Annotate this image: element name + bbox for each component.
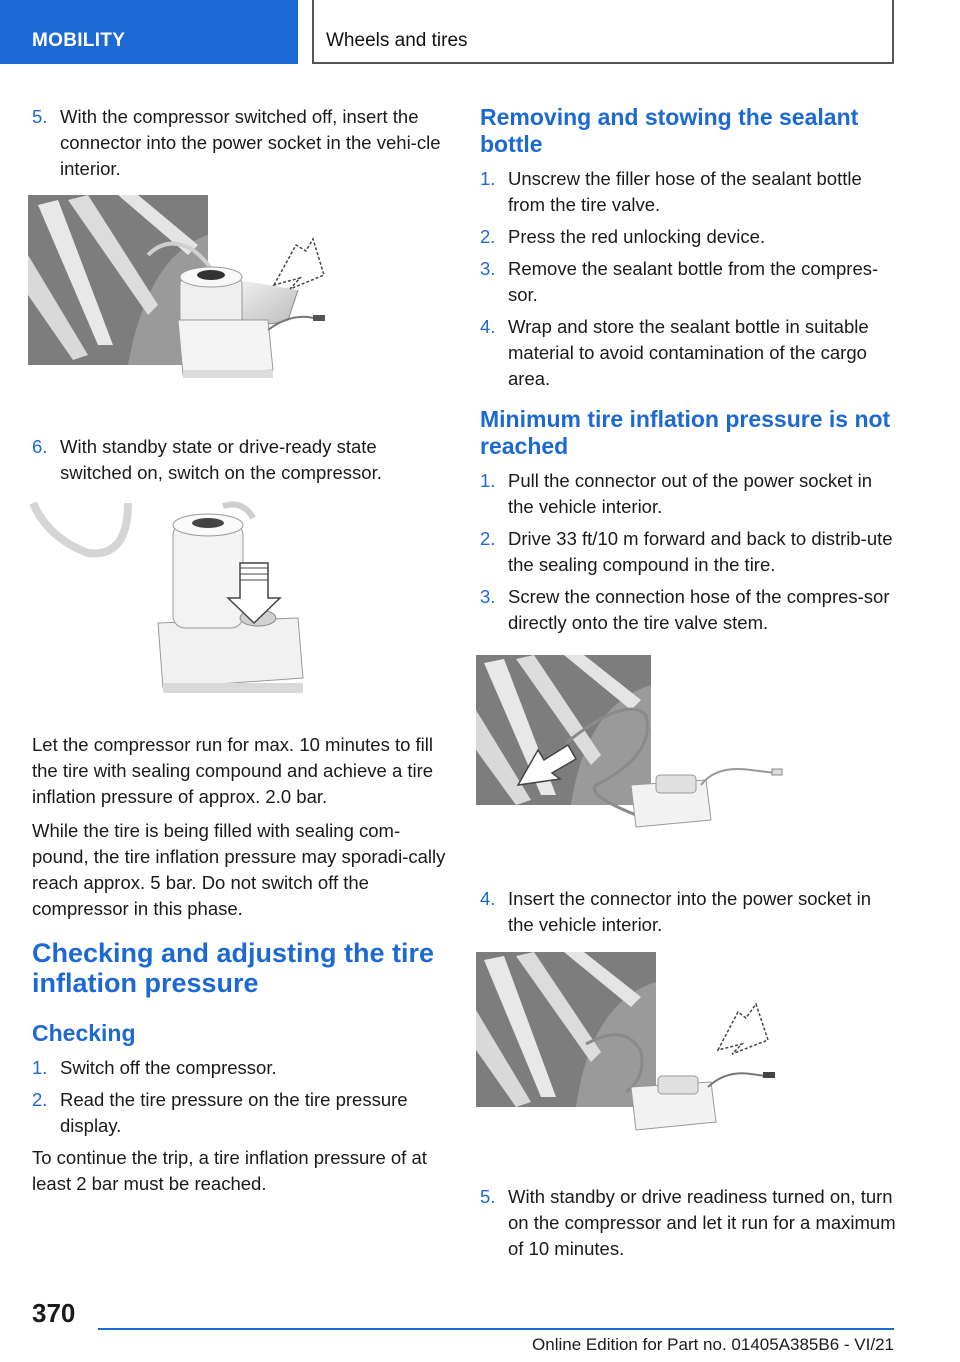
footer-divider (98, 1328, 894, 1330)
left-step-5 (32, 104, 452, 188)
list-item: 4. Wrap and store the sealant bottle in suitable material to avoid contamination of the cargo area. (480, 316, 869, 389)
page-number: 370 (32, 1298, 76, 1328)
subsection-heading: Checking (32, 1020, 136, 1046)
right-step-5 (480, 1184, 896, 1268)
right-top-block (480, 104, 896, 642)
section-title: MOBILITY (32, 30, 126, 51)
chapter-tab (312, 0, 894, 64)
list-item: 6. With standby state or drive-ready state switched on, switch on the compressor. (32, 436, 382, 483)
list-item: 3. Screw the connection hose of the compres-sor directly onto the tire valve stem. (480, 586, 890, 633)
list-item: 1. Pull the connector out of the power socket in the vehicle interior. (480, 470, 873, 517)
list-item: 5. With standby or drive readiness turned on, turn on the compressor and let it run for a maximum of 10 minutes. (480, 1186, 896, 1259)
paragraph: Let the compressor run for max. 10 minutes to fill the tire with sealing compound and achieve a tire inflation pressure of approx. 2.0 bar. (32, 734, 434, 807)
list-item: 5. With the compressor switched off, insert the connector into the power socket in the vehi-cle interior. (32, 106, 441, 179)
list-item: 2. Read the tire pressure on the tire pressure display. (32, 1089, 408, 1136)
list-item: 1. Switch off the compressor. (32, 1057, 277, 1078)
list-item: 2. Press the red unlocking device. (480, 226, 766, 247)
left-text-block (32, 732, 452, 1205)
edition-footer: Online Edition for Part no. 01405A385B6 - VI/21 (532, 1335, 894, 1354)
paragraph: To continue the trip, a tire inflation pressure of at least 2 bar must be reached. (32, 1147, 427, 1194)
section-tab[interactable] (0, 0, 298, 64)
left-step-6 (32, 434, 452, 492)
subsection-heading: Removing and stowing the sealant bottle (480, 104, 859, 157)
compressor-switch-figure (28, 498, 338, 703)
paragraph: While the tire is being filled with sealing com-pound, the tire inflation pressure may sporadi-cally reach approx. 5 bar. Do not switch off the compressor in this phase. (32, 820, 446, 919)
list-item: 2. Drive 33 ft/10 m forward and back to distrib-ute the sealing compound in the tire. (480, 528, 893, 575)
list-item: 4. Insert the connector into the power socket in the vehicle interior. (480, 888, 872, 935)
subsection-heading: Minimum tire inflation pressure is not reached (480, 406, 891, 459)
power-socket-figure (476, 952, 786, 1137)
list-item: 3. Remove the sealant bottle from the compres-sor. (480, 258, 879, 305)
list-item: 1. Unscrew the filler hose of the sealant bottle from the tire valve. (480, 168, 862, 215)
valve-connection-figure (476, 655, 786, 840)
section-heading: Checking and adjusting the tire inflation pressure (32, 938, 435, 998)
chapter-title: Wheels and tires (326, 30, 468, 51)
right-step-4 (480, 886, 896, 944)
compressor-wheel-figure-1 (28, 195, 338, 395)
